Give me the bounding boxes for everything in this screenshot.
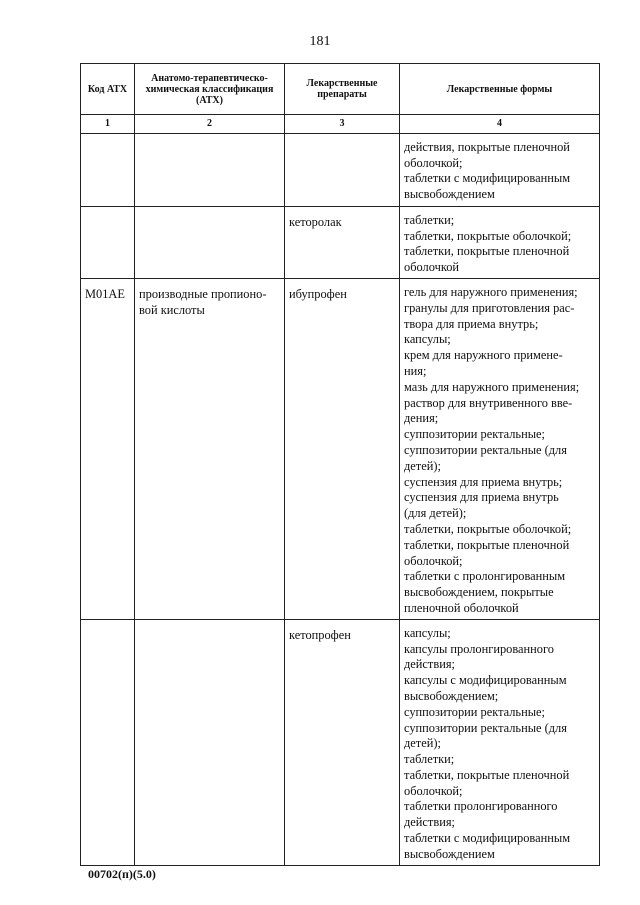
dosage-form-line: капсулы с модифицированным: [404, 673, 567, 688]
dosage-form-line: суппозитории ректальные (для: [404, 442, 567, 457]
atc-code-cell: [81, 133, 135, 206]
table-row: [81, 133, 600, 206]
atc-code-cell: [81, 206, 135, 278]
dosage-form-line: высвобождением: [404, 846, 495, 861]
drug-name-cell: кетопрофен: [285, 619, 400, 865]
dosage-form-line: детей);: [404, 458, 441, 473]
dosage-form-line: (для детей);: [404, 506, 467, 521]
drug-name-cell: [285, 133, 400, 206]
atc-code-cell: M01AE: [81, 278, 135, 619]
dosage-form-line: капсулы;: [404, 332, 451, 347]
dosage-form-line: высвобождением: [404, 187, 495, 202]
dosage-form-line: капсулы;: [404, 625, 451, 640]
dosage-form-line: высвобождением;: [404, 688, 499, 703]
drug-table-container: [80, 63, 599, 866]
dosage-forms-cell: [400, 206, 600, 278]
dosage-form-line: детей);: [404, 736, 441, 751]
dosage-form-line: суппозитории ректальные (для: [404, 720, 567, 735]
dosage-form-line: таблетки с модифицированным: [404, 831, 571, 846]
dosage-form-line: гранулы для приготовления рас-: [404, 300, 575, 315]
dosage-form-line: раствор для внутривенного вве-: [404, 395, 573, 410]
table-row: [81, 619, 600, 865]
dosage-form-line: высвобождением, покрытые: [404, 585, 554, 600]
atc-classification-cell: [135, 278, 285, 619]
drug-table: [80, 63, 600, 866]
column-number-row: [81, 115, 600, 134]
dosage-form-line: твора для приема внутрь;: [404, 316, 539, 331]
atc-classification-cell: [135, 206, 285, 278]
dosage-form-line: оболочкой;: [404, 783, 463, 798]
dosage-form-line: суспензия для приема внутрь: [404, 490, 559, 505]
atc-classification-cell: [135, 133, 285, 206]
atc-classification-cell: [135, 619, 285, 865]
dosage-forms-cell: [400, 278, 600, 619]
dosage-form-line: оболочкой: [404, 260, 460, 275]
dosage-form-line: таблетки;: [404, 752, 455, 767]
table-row: [81, 278, 600, 619]
dosage-form-line: таблетки с пролонгированным: [404, 569, 566, 584]
header-dosage-forms: Лекарственные формы: [400, 64, 600, 115]
document-footer-code: 00702(п)(5.0): [88, 867, 156, 881]
header-drugs: Лекарственные препараты: [285, 64, 400, 115]
drug-name-cell: ибупрофен: [285, 278, 400, 619]
table-body: [81, 133, 600, 865]
column-number: 3: [285, 115, 400, 134]
dosage-form-line: капсулы пролонгированного: [404, 641, 554, 656]
dosage-form-line: таблетки, покрытые оболочкой;: [404, 521, 572, 536]
atc-classification-line: вой кислоты: [139, 302, 205, 317]
dosage-form-line: суспензия для приема внутрь;: [404, 474, 563, 489]
dosage-form-line: действия;: [404, 657, 455, 672]
dosage-form-line: суппозитории ректальные;: [404, 427, 545, 442]
dosage-form-line: крем для наружного примене-: [404, 348, 563, 363]
dosage-form-line: мазь для наружного применения;: [404, 379, 580, 394]
dosage-form-line: ния;: [404, 363, 427, 378]
dosage-form-line: таблетки, покрытые пленочной: [404, 767, 570, 782]
column-number: 2: [135, 115, 285, 134]
dosage-form-line: таблетки пролонгированного: [404, 799, 558, 814]
table-header-row: [81, 64, 600, 115]
dosage-form-line: действия, покрытые пленочной: [404, 139, 570, 154]
header-atc-classification: Анатомо-терапевтическо-химическая классификация (АТХ): [135, 64, 285, 115]
dosage-form-line: дения;: [404, 411, 439, 426]
header-atc-code: Код АТХ: [81, 64, 135, 115]
drug-name-cell: кеторолак: [285, 206, 400, 278]
dosage-form-line: таблетки, покрытые пленочной: [404, 244, 570, 259]
dosage-forms-cell: [400, 619, 600, 865]
dosage-form-line: оболочкой;: [404, 553, 463, 568]
page-number: 181: [309, 34, 331, 49]
table-row: [81, 206, 600, 278]
dosage-form-line: таблетки;: [404, 212, 455, 227]
dosage-forms-cell: [400, 133, 600, 206]
dosage-form-line: таблетки, покрытые оболочкой;: [404, 228, 572, 243]
dosage-form-line: действия;: [404, 815, 455, 830]
dosage-form-line: гель для наружного применения;: [404, 284, 578, 299]
atc-code-cell: [81, 619, 135, 865]
column-number: 4: [400, 115, 600, 134]
dosage-form-line: суппозитории ректальные;: [404, 704, 545, 719]
column-number: 1: [81, 115, 135, 134]
dosage-form-line: пленочной оболочкой: [404, 600, 519, 615]
atc-classification-line: производные пропионо-: [139, 286, 267, 301]
dosage-form-line: таблетки, покрытые пленочной: [404, 537, 570, 552]
dosage-form-line: оболочкой;: [404, 155, 463, 170]
dosage-form-line: таблетки с модифицированным: [404, 171, 571, 186]
